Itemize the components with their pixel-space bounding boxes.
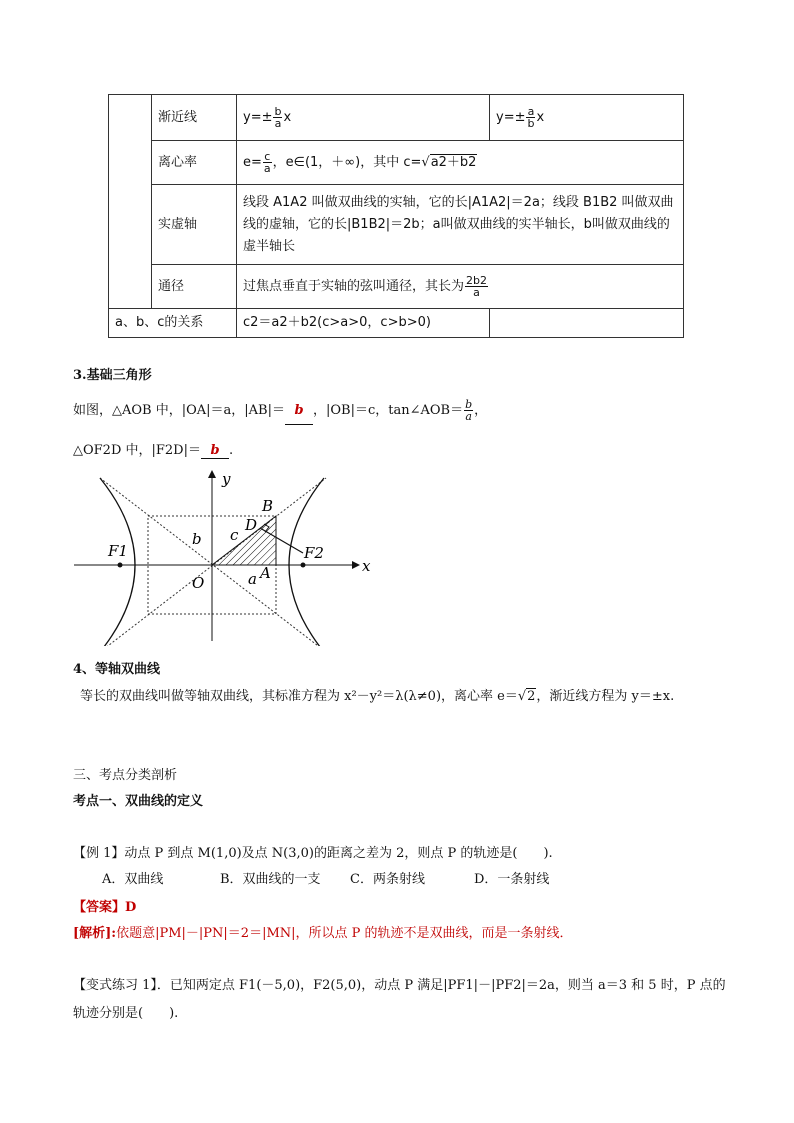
label-B: B [262,497,274,515]
section3-line1: 如图，△AOB 中，|OA|＝a，|AB|＝ b ，|OB|＝c，tan∠AOB＝ $\frac{b}{a}$ ， [73,398,488,423]
left-branch [100,478,135,646]
label-y: y [222,470,231,488]
label-D: D [245,516,258,534]
relation-empty-cell [490,309,684,338]
relation-label: a、b、c的关系 [109,309,237,338]
section4-heading: 4、等轴双曲线 [73,662,161,677]
asymptote-horizontal: y=± $\frac{b}{a}$ x [237,95,490,141]
asymptote-1 [100,478,326,646]
option-a: A．双曲线 [102,872,164,887]
hyperbola-properties-table [108,94,684,338]
relation-formula: c2＝a2＋b2(c>a>0，c>b>0) [237,309,490,338]
label-F2: F2 [304,544,324,562]
axes-description: 线段 A1A2 叫做双曲线的实轴，它的长|A1A2|＝2a；线段 B1B2 叫做双曲线的虚轴，它的长|B1B2|＝2b；a叫做双曲线的实半轴长，b叫做双曲线的虚半轴长 [237,185,684,265]
example1-answer: 【答案】D [73,900,137,915]
asymptote-vertical: y=± $\frac{a}{b}$ x [490,95,684,141]
section3-line2: △OF2D 中，|F2D|＝ b . [73,443,234,458]
label-c: c [230,526,239,544]
axes-label: 实虚轴 [152,185,237,265]
example1-options [102,868,549,887]
label-a: a [248,570,257,588]
latus-label: 通径 [152,265,237,309]
section3-heading: 3.基础三角形 [73,368,152,383]
section4-text: 等长的双曲线叫做等轴双曲线，其标准方程为 x²－y²＝λ(λ≠0)，离心率 e＝√2，渐近线方程为 y＝±x. [80,689,675,704]
hyperbola-figure [70,466,380,646]
asymptote-label: 渐近线 [152,95,237,141]
hatched-triangle [212,516,276,565]
example1-question: 【例 1】动点 P 到点 M(1,0)及点 N(3,0)的距离之差为 2，则点 P 的轨迹是( ). [73,846,553,861]
kaodian-heading: 考点一、双曲线的定义 [73,794,204,809]
f2-point [301,563,306,568]
asymptote-2 [100,478,326,646]
eccentricity-formula: e= $\frac{c}{a}$ ，e∈(1，＋∞)，其中 c=√a2＋b2 [237,141,684,185]
example1-analysis: [解析]:依题意|PM|－|PN|＝2＝|MN|，所以点 P 的轨迹不是双曲线，而是一条射线． [73,926,573,941]
variant1-line1: 【变式练习 1】．已知两定点 F1(－5,0)，F2(5,0)，动点 P 满足|PF1|－|PF2|＝2a，则当 a＝3 和 5 时，P 点的 [73,978,726,993]
variant1-line2: 轨迹分别是( ). [73,1006,179,1021]
option-d: D．一条射线 [474,872,550,887]
label-O: O [192,574,205,592]
x-axis-arrow [352,561,360,569]
label-F1: F1 [108,542,128,560]
right-branch [289,478,324,646]
eccentricity-label: 离心率 [152,141,237,185]
part3-heading: 三、考点分类剖析 [73,768,178,783]
label-A: A [260,564,271,582]
y-axis-arrow [208,470,216,478]
option-b: B．双曲线的一支 [220,872,321,887]
table-spacer-cell [109,95,152,309]
option-c: C．两条射线 [350,872,425,887]
label-b: b [192,530,202,548]
latus-description: 过焦点垂直于实轴的弦叫通径，其长为 $\frac{2b2}{a}$ [237,265,684,309]
f1-point [118,563,123,568]
label-x: x [362,557,371,575]
